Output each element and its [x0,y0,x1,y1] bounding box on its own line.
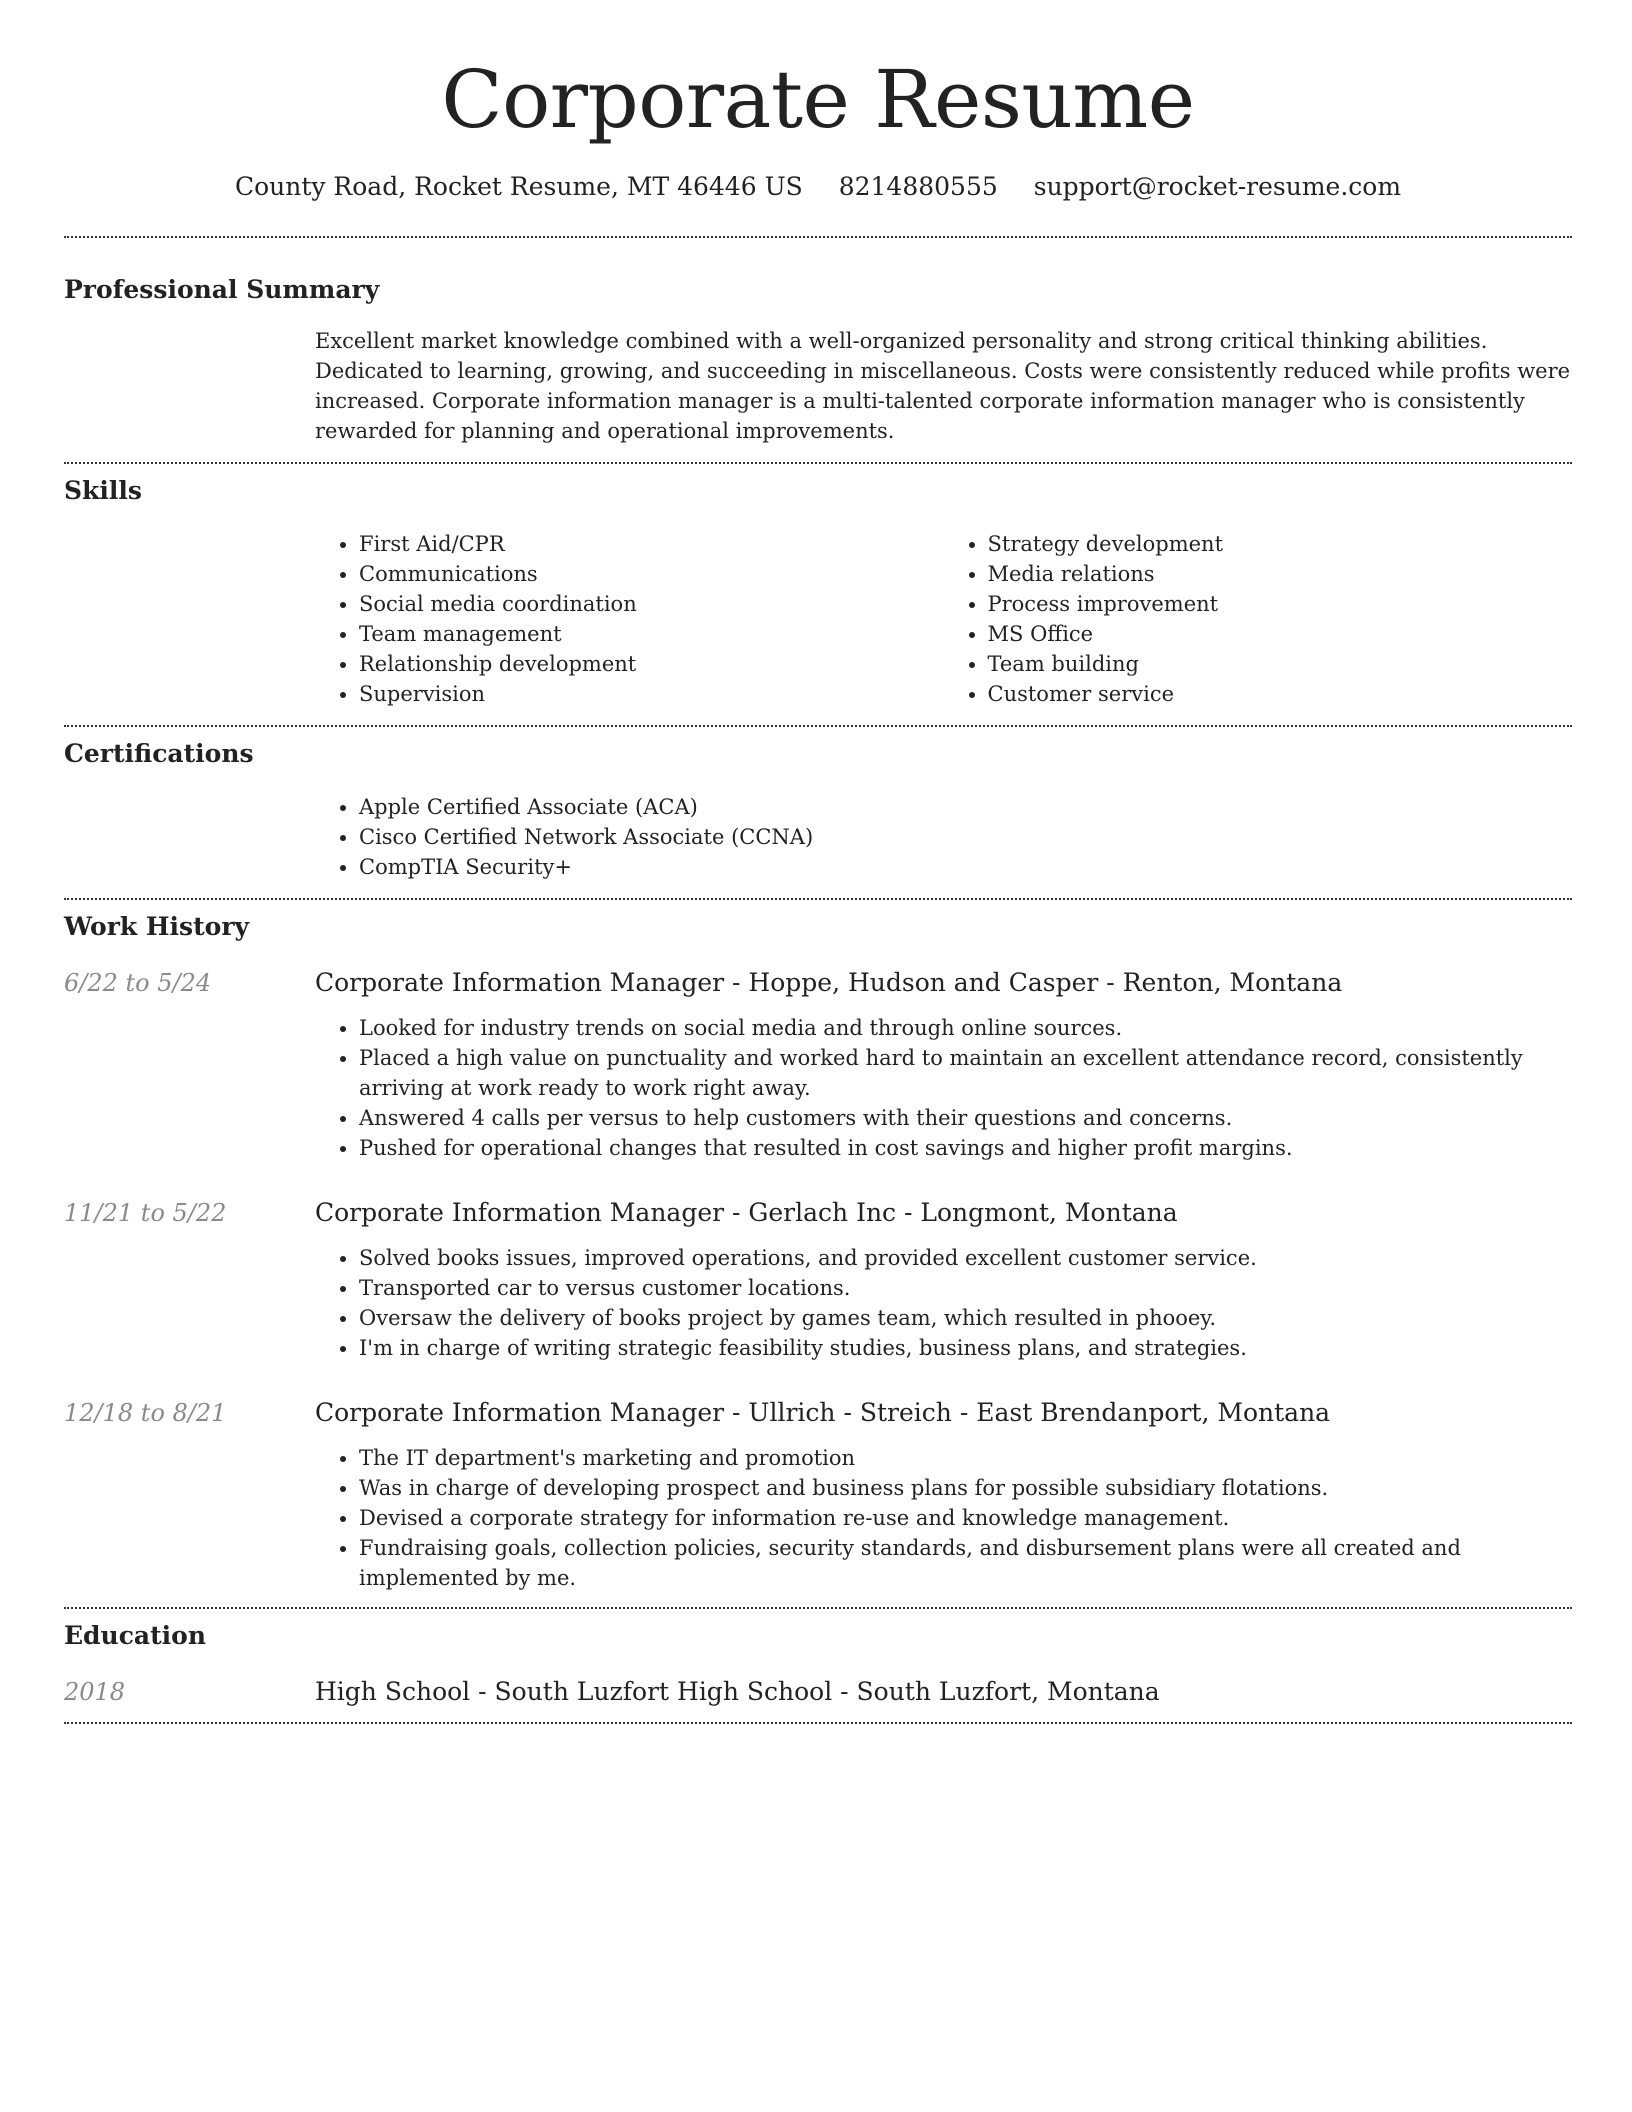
list-item: • Team building [988,649,1573,679]
list-item: • Cisco Certified Network Associate (CCNA) [359,822,1572,852]
education-section [64,1609,1572,1708]
list-item: • The IT department's marketing and promotion [359,1443,1572,1473]
section-divider [64,1722,1572,1724]
job-bullets [315,1443,1572,1593]
contact-phone: 8214880555 [838,172,998,201]
skills-list-right [944,529,1573,709]
list-item: • Answered 4 calls per versus to help customers with their questions and concerns. [359,1103,1572,1133]
list-item: • I'm in charge of writing strategic feasibility studies, business plans, and strategies. [359,1333,1572,1363]
certifications-list [315,792,1572,882]
list-item: • First Aid/CPR [359,529,944,559]
list-item: • Looked for industry trends on social media and through online sources. [359,1013,1572,1043]
list-item: • Supervision [359,679,944,709]
skills-section [64,464,1572,709]
list-item: • Fundraising goals, collection policies, security standards, and disbursement plans were all created and implemented by me. [359,1533,1572,1593]
work-history-title: Work History [64,912,250,941]
job-date: 6/22 to 5/24 [64,969,212,997]
summary-text: Excellent market knowledge combined with a well-organized personality and strong critical thinking abilities. Dedicated to learning, growing, and succeeding in miscellaneous. Costs were consistently reduced while profits were increased. Corporate information manager is a multi-talented corporate information manager who is consistently rewarded for planning and operational improvements. [315,329,1571,443]
list-item: • Placed a high value on punctuality and worked hard to maintain an excellent attendance record, consistently arriving at work ready to work right away. [359,1043,1572,1103]
skills-title: Skills [64,476,142,505]
skills-list-left [315,529,944,709]
contact-email: support@rocket-resume.com [1033,172,1402,201]
list-item: • Communications [359,559,944,589]
summary-section [64,238,1572,446]
job-date: 11/21 to 5/22 [64,1199,227,1227]
list-item: • Devised a corporate strategy for information re-use and knowledge management. [359,1503,1572,1533]
job-title: Corporate Information Manager - Hoppe, Hudson and Casper - Renton, Montana [315,968,1343,997]
certifications-content [315,792,1572,882]
list-item: • Was in charge of developing prospect and business plans for possible subsidiary flotations. [359,1473,1572,1503]
list-item: • Strategy development [988,529,1573,559]
work-history-section [64,900,1572,1593]
summary-content [315,326,1572,446]
list-item: • Social media coordination [359,589,944,619]
certifications-section [64,727,1572,882]
list-item: • Customer service [988,679,1573,709]
resume-name: Corporate Resume [441,53,1195,146]
job-entry [64,967,1572,1163]
list-item: • Team management [359,619,944,649]
list-item: • CompTIA Security+ [359,852,1572,882]
list-item: • Transported car to versus customer locations. [359,1273,1572,1303]
list-item: • Relationship development [359,649,944,679]
job-title: Corporate Information Manager - Ullrich - Streich - East Brendanport, Montana [315,1398,1331,1427]
summary-title: Professional Summary [64,275,380,304]
contact-line [64,170,1572,204]
list-item: • Media relations [988,559,1573,589]
job-entry [64,1197,1572,1363]
job-bullets [315,1013,1572,1163]
education-title: Education [64,1621,207,1650]
education-degree: High School - South Luzfort High School - South Luzfort, Montana [315,1677,1160,1706]
job-entry [64,1397,1572,1593]
job-bullets [315,1243,1572,1363]
education-entry [64,1676,1572,1708]
certifications-title: Certifications [64,739,254,768]
resume-header [64,0,1572,204]
job-date: 12/18 to 8/21 [64,1399,227,1427]
list-item: • Pushed for operational changes that resulted in cost savings and higher profit margins. [359,1133,1572,1163]
job-title: Corporate Information Manager - Gerlach Inc - Longmont, Montana [315,1198,1178,1227]
list-item: • Process improvement [988,589,1573,619]
list-item: • Oversaw the delivery of books project by games team, which resulted in phooey. [359,1303,1572,1333]
resume-page [64,0,1572,1724]
skills-columns [315,529,1572,709]
contact-address: County Road, Rocket Resume, MT 46446 US [234,172,803,201]
list-item: • MS Office [988,619,1573,649]
education-date: 2018 [64,1678,126,1706]
list-item: • Apple Certified Associate (ACA) [359,792,1572,822]
list-item: • Solved books issues, improved operations, and provided excellent customer service. [359,1243,1572,1273]
